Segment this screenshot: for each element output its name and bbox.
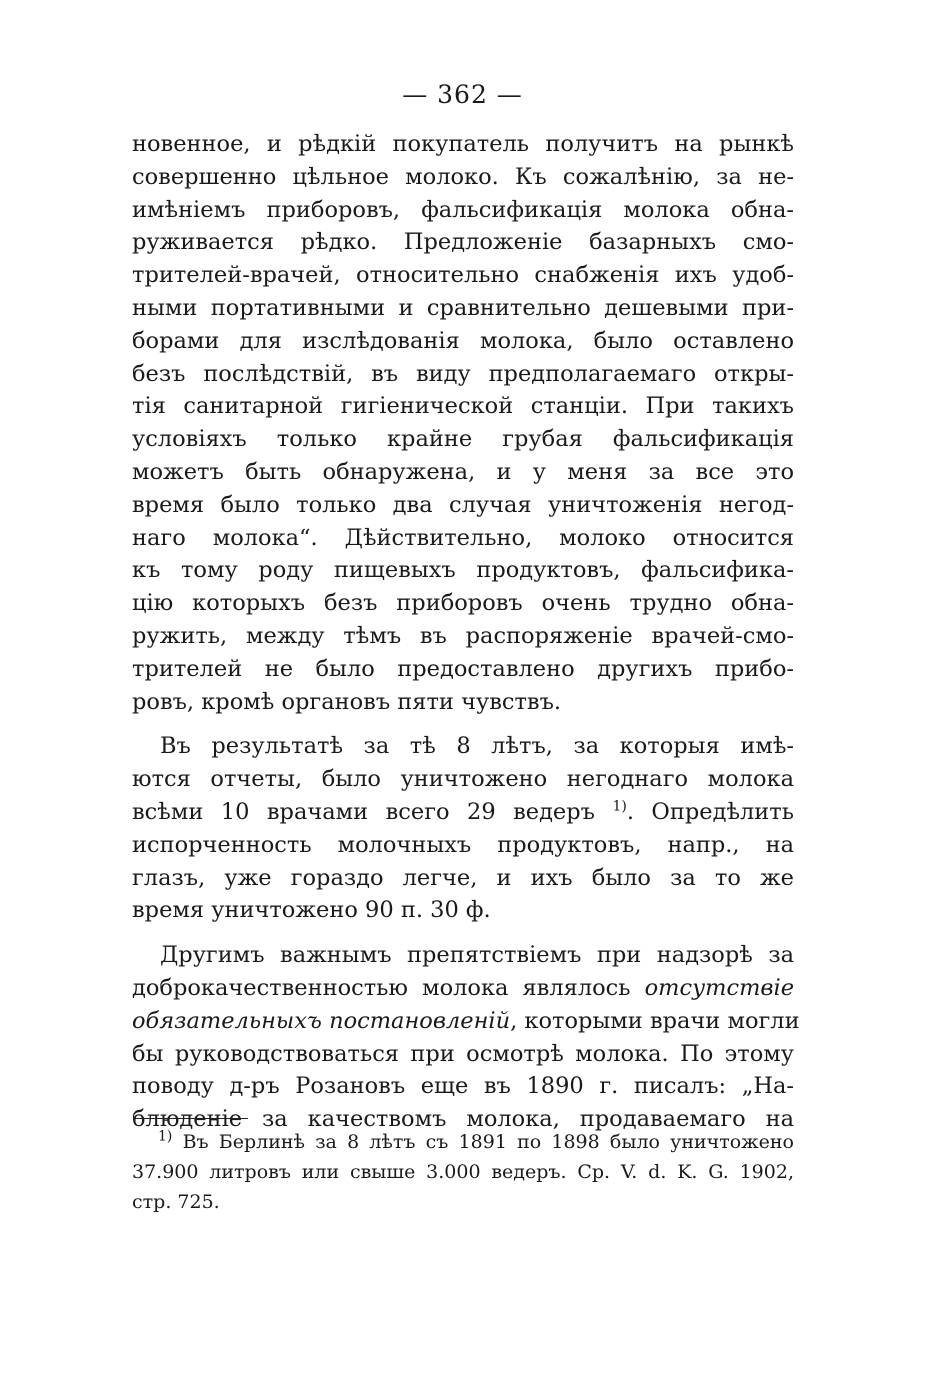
footnote-mark: 1) xyxy=(158,1128,173,1145)
text-line: время уничтожено 90 п. 30 ф. xyxy=(132,897,491,924)
text-line: цію которыхъ безъ приборовъ очень трудно обна- xyxy=(132,590,794,617)
text-line: борами для изслѣдованія молока, было оставлено xyxy=(132,327,794,354)
text-line: бы руководствоваться при осмотрѣ молока. По этому xyxy=(132,1040,794,1067)
text-span: всѣми 10 врачами всего 29 ведеръ xyxy=(132,798,595,825)
text-line: Въ результатѣ за тѣ 8 лѣтъ, за которыя имѣ- xyxy=(160,733,794,760)
text-line: наго молока“. Дѣйствительно, молоко относится xyxy=(132,524,794,551)
text-line: ются отчеты, было уничтожено негоднаго молока xyxy=(132,766,794,793)
text-span: , которыми врачи могли xyxy=(510,1007,800,1034)
text-line: Другимъ важнымъ препятствіемъ при надзорѣ за xyxy=(160,942,794,969)
text-line: блюденіе за качествомъ молока, продаваемаго на xyxy=(132,1106,794,1133)
text-line: испорченность молочныхъ продуктовъ, напр., на xyxy=(132,831,794,858)
text-line: имѣніемъ приборовъ, фальсификація молока обна- xyxy=(132,196,794,223)
footnote-line: стр. 725. xyxy=(132,1191,220,1213)
footnote-reference[interactable]: 1) xyxy=(612,798,627,815)
text-line: глазъ, уже гораздо легче, и ихъ было за то же xyxy=(132,864,794,891)
text-line: новенное, и рѣдкій покупатель получитъ на рынкѣ xyxy=(132,131,794,157)
text-line: поводу д-ръ Розановъ еще въ 1890 г. писалъ: „На- xyxy=(132,1073,794,1100)
footnote-divider xyxy=(133,1118,248,1119)
text-span: Въ Берлинѣ за 8 лѣтъ съ 1891 по 1898 было уничтожено xyxy=(182,1131,794,1153)
footnote xyxy=(132,1127,794,1217)
paragraph-gap xyxy=(132,718,794,730)
body-text xyxy=(132,128,800,1136)
text-line: ружить, между тѣмъ въ распоряженіе врачей-смо- xyxy=(132,622,794,649)
paragraph-1 xyxy=(132,128,794,718)
text-line: время было только два случая уничтоженія негод- xyxy=(132,491,794,518)
italic-emphasis: отсутствіе xyxy=(644,974,795,1001)
text-span: . Опредѣлить xyxy=(626,798,794,825)
text-line: условіяхъ только крайне грубая фальсификація xyxy=(132,426,794,453)
paragraph-2 xyxy=(132,730,794,927)
text-line: къ тому роду пищевыхъ продуктовъ, фальсифика- xyxy=(132,557,794,584)
text-line: можетъ быть обнаружена, и у меня за все это xyxy=(132,458,794,485)
italic-emphasis: обязательныхъ постановленій xyxy=(132,1007,511,1034)
text-line: безъ послѣдствій, въ виду предполагаемаго откры- xyxy=(132,360,794,387)
text-line xyxy=(132,972,794,1005)
paragraph-gap xyxy=(132,927,794,939)
page-number: — 362 — xyxy=(402,80,523,109)
text-line: ровъ, кромѣ органовъ пяти чувствъ. xyxy=(132,688,562,715)
footnote-line xyxy=(132,1127,794,1157)
text-line: тія санитарной гигіенической станціи. При такихъ xyxy=(132,393,794,420)
text-span: доброкачественностью молока являлось xyxy=(132,974,631,1001)
text-line xyxy=(132,1005,800,1038)
paragraph-3 xyxy=(132,939,800,1136)
text-line: ными портативными и сравнительно дешевыми при- xyxy=(132,294,794,321)
text-line: руживается рѣдко. Предложеніе базарныхъ смо- xyxy=(132,229,794,256)
text-line: трителей-врачей, относительно снабженія ихъ удоб- xyxy=(132,262,794,289)
text-line: трителей не было предоставлено другихъ прибо- xyxy=(132,655,794,682)
footnote-line: 37.900 литровъ или свыше 3.000 ведеръ. Ср. V. d. K. G. 1902, xyxy=(132,1161,794,1183)
text-line: совершенно цѣльное молоко. Къ сожалѣнію, за не- xyxy=(132,163,794,190)
text-line-with-footnote xyxy=(132,796,794,829)
